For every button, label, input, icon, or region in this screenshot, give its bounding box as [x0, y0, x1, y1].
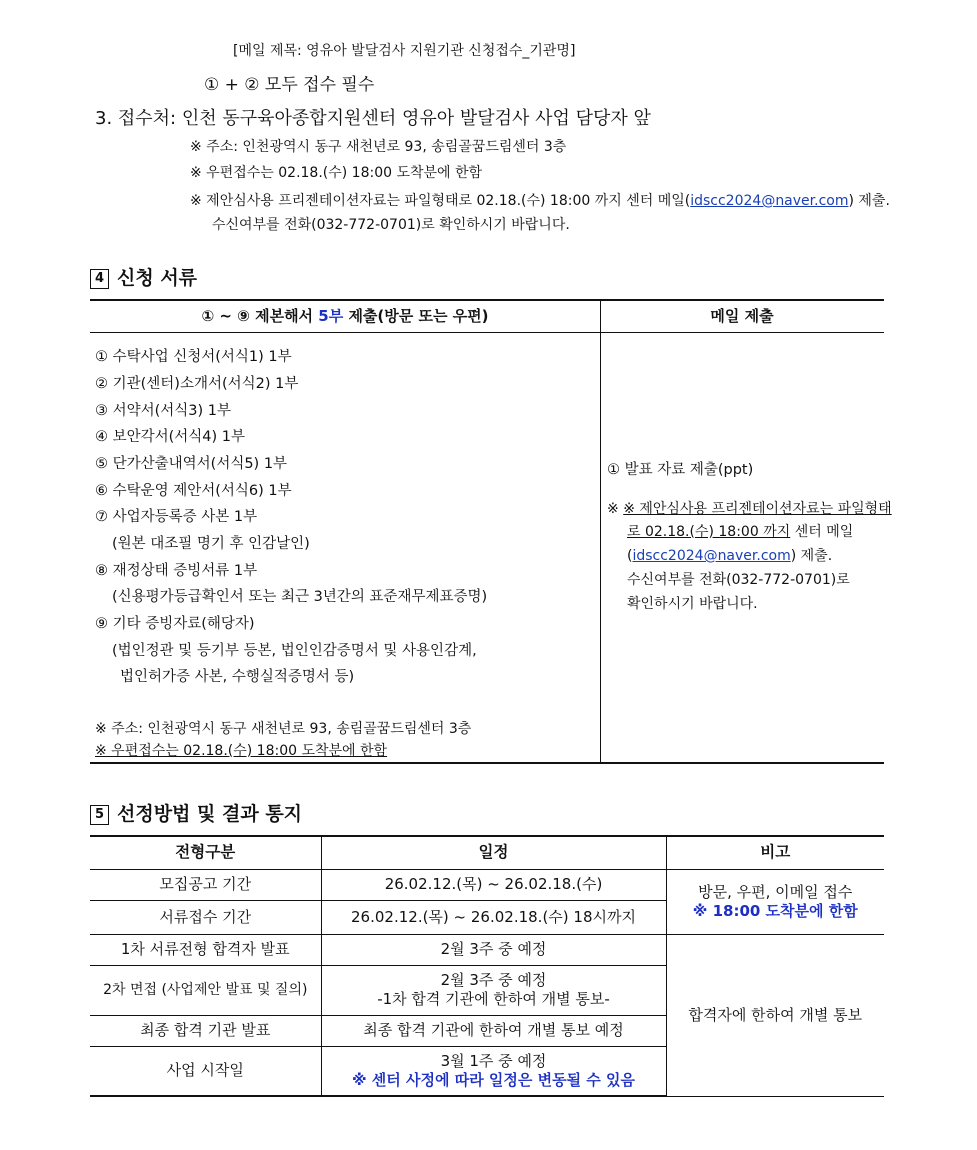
section5-title [90, 799, 302, 826]
email-note [190, 190, 890, 210]
email-note-prefix: ※ 제안심사용 프리젠테이션자료는 파일형태로 02.18.(수) 18:00 까지 센터 메일( [190, 193, 691, 209]
selection-table [90, 835, 884, 1097]
doc-item-5: ⑤ 단가산출내역서(서식5) 1부 [95, 456, 288, 472]
section-number-box: 5 [90, 805, 109, 825]
schedule-change-warning: ※ 센터 사정에 따라 일정은 변동될 수 있음 [352, 1070, 635, 1089]
doc-item-9: ⑨ 기타 증빙자료(해당자) [95, 616, 255, 632]
doc-item-8-detail: (신용평가등급확인서 또는 최근 3년간의 표준재무제표증명) [112, 589, 488, 605]
mail-note-line2-rest: 센터 메일 [790, 524, 854, 540]
doc-item-1: ① 수탁사업 신청서(서식1) 1부 [95, 349, 292, 365]
schedule-cell: 2월 3주 중 예정 [321, 934, 666, 965]
email-note-suffix: ) 제출. [848, 193, 890, 209]
mail-note-line3: (idscc2024@naver.com) 제출. [627, 548, 833, 564]
mail-note [607, 498, 892, 518]
copies-highlight: 5부 [318, 307, 344, 325]
schedule-cell: 26.02.12.(목) ~ 26.02.18.(수) 18시까지 [321, 900, 666, 934]
doc-item-9-detail-1: (법인정관 및 등기부 등본, 법인인감증명서 및 사용인감계, [112, 643, 477, 659]
table-row [90, 869, 884, 900]
note-cell-submission [666, 869, 884, 934]
section-number-box: 4 [90, 269, 109, 289]
stage-cell: 사업 시작일 [90, 1046, 321, 1096]
section5-title-text: 선정방법 및 결과 통지 [117, 803, 303, 825]
mail-email-link[interactable]: idscc2024@naver.com [632, 548, 791, 564]
stage-cell: 2차 면접 (사업제안 발표 및 질의) [90, 965, 321, 1015]
mail-deadline: 로 02.18.(수) 18:00 까지 [627, 524, 791, 540]
doc-item-9-detail-2: 법인허가증 사본, 수행실적증명서 등) [120, 669, 355, 685]
header-left-prefix: ① ~ ⑨ 제본해서 [201, 307, 319, 325]
note-cell-notify: 합격자에 한하여 개별 통보 [666, 934, 884, 1096]
section4-title [90, 263, 197, 290]
mail-note-line4: 수신여부를 전화(032-772-0701)로 [627, 572, 850, 588]
schedule-line1: 3월 1주 중 예정 [440, 1051, 547, 1070]
note-deadline: ※ 18:00 도착분에 한함 [692, 901, 858, 920]
schedule-cell [321, 1046, 666, 1096]
schedule-line1: 2월 3주 중 예정 [440, 971, 547, 989]
header-stage: 전형구분 [90, 836, 321, 869]
mail-note-line2 [627, 521, 853, 541]
table-header-row [90, 836, 884, 869]
section4-title-text: 신청 서류 [117, 267, 198, 289]
schedule-line2: -1차 합격 기관에 한하여 개별 통보- [377, 990, 610, 1008]
documents-table [90, 299, 892, 764]
mail-item-1: ① 발표 자료 제출(ppt) [607, 462, 754, 478]
schedule-cell: 26.02.12.(목) ~ 26.02.18.(수) [321, 869, 666, 900]
note-submission-methods: 방문, 우편, 이메일 접수 [698, 882, 853, 901]
stage-cell: 모집공고 기간 [90, 869, 321, 900]
doc-item-8: ⑧ 재정상태 증빙서류 1부 [95, 563, 258, 579]
mail-note-line1: ※ ※ 제안심사용 프리젠테이션자료는 파일형태 [607, 501, 892, 517]
phone-note: 수신여부를 전화(032-772-0701)로 확인하시기 바랍니다. [212, 217, 570, 233]
doc-item-6: ⑥ 수탁운영 제안서(서식6) 1부 [95, 483, 292, 499]
table-postal-note: ※ 우편접수는 02.18.(수) 18:00 도착분에 한함 [95, 743, 388, 759]
table-address-note: ※ 주소: 인천광역시 동구 새천년로 93, 송림골꿈드림센터 3층 [95, 721, 472, 737]
header-note: 비고 [666, 836, 884, 869]
header-left-suffix: 제출(방문 또는 우편) [343, 307, 489, 325]
column-divider [600, 301, 601, 762]
doc-item-7-detail: (원본 대조필 명기 후 인감날인) [112, 536, 310, 552]
header-mail: 메일 제출 [710, 307, 774, 325]
header-divider [90, 332, 884, 333]
doc-item-2: ② 기관(센터)소개서(서식2) 1부 [95, 376, 299, 392]
recipient-heading: 3. 접수처: 인천 동구육아종합지원센터 영유아 발달검사 사업 담당자 앞 [95, 108, 651, 129]
mail-subject: [메일 제목: 영유아 발달검사 지원기관 신청접수_기관명] [233, 43, 576, 59]
postal-note: ※ 우편접수는 02.18.(수) 18:00 도착분에 한함 [190, 165, 483, 181]
schedule-cell [321, 965, 666, 1015]
address-note: ※ 주소: 인천광역시 동구 새천년로 93, 송림골꿈드림센터 3층 [190, 139, 567, 155]
stage-cell: 서류접수 기간 [90, 900, 321, 934]
stage-cell: 최종 합격 기관 발표 [90, 1015, 321, 1046]
header-schedule: 일정 [321, 836, 666, 869]
email-link[interactable]: idscc2024@naver.com [690, 193, 849, 209]
header-visit-postal [90, 301, 600, 332]
mail-note-line5: 확인하시기 바랍니다. [627, 596, 758, 612]
doc-item-4: ④ 보안각서(서식4) 1부 [95, 429, 246, 445]
schedule-cell: 최종 합격 기관에 한하여 개별 통보 예정 [321, 1015, 666, 1046]
doc-item-7: ⑦ 사업자등록증 사본 1부 [95, 509, 258, 525]
doc-item-3: ③ 서약서(서식3) 1부 [95, 403, 232, 419]
stage-cell: 1차 서류전형 합격자 발표 [90, 934, 321, 965]
table-row [90, 934, 884, 965]
both-required-note: ① + ② 모두 접수 필수 [204, 75, 375, 95]
